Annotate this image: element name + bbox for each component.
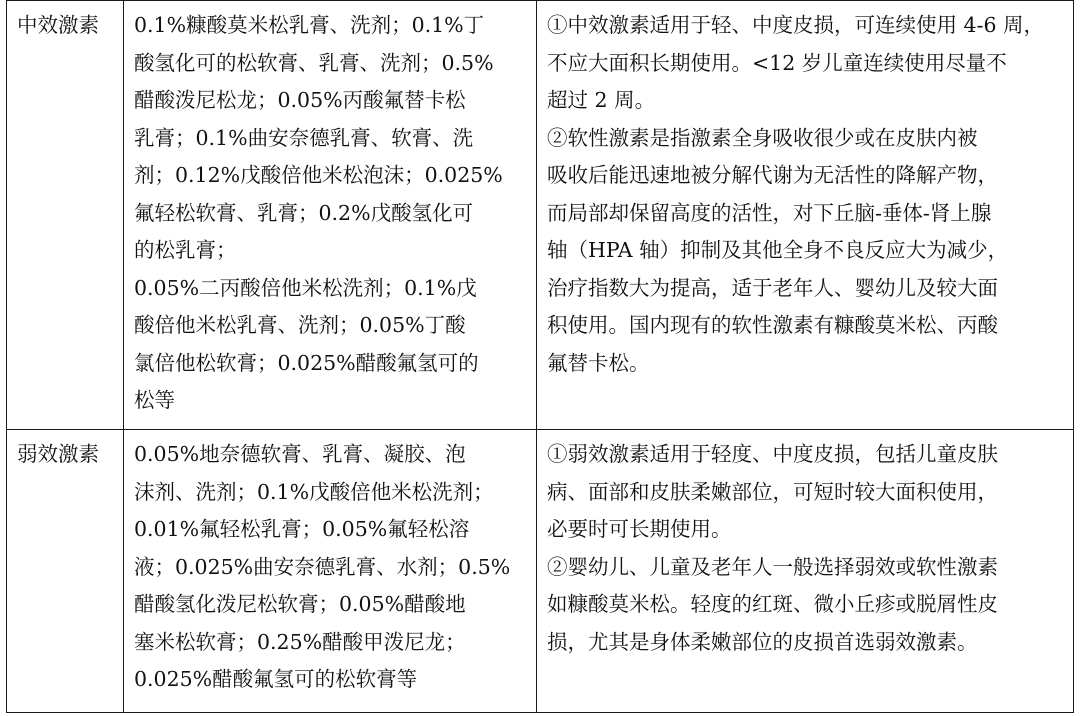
grade-cell [7, 430, 124, 713]
note-line: ②婴幼儿、儿童及老年人一般选择弱效或软性激素 [547, 554, 998, 579]
note-line: ②软性激素是指激素全身吸收很少或在皮肤内被 [547, 125, 978, 150]
note-line: 病、面部和皮肤柔嫩部位，可短时较大面积使用， [547, 479, 998, 504]
drug-line: 0.01%氟轻松乳膏；0.05%氟轻松溶 [134, 517, 470, 541]
steroid-table [6, 0, 1074, 713]
notes-cell [537, 430, 1074, 713]
note-line: 超过 2 周。 [547, 88, 656, 112]
drug-line: 液；0.025%曲安奈德乳膏、水剂；0.5% [134, 554, 511, 579]
drug-line: 酸倍他米松乳膏、洗剂；0.05%丁酸 [134, 313, 466, 337]
drug-line: 塞米松软膏；0.25%醋酸甲泼尼龙； [134, 629, 466, 654]
drug-line: 氯倍他松软膏；0.025%醋酸氟氢可的 [134, 350, 479, 375]
note-line: 而局部却保留高度的活性，对下丘脑-垂体-肾上腺 [547, 200, 992, 225]
drug-line: 沫剂、洗剂；0.1%戊酸倍他米松洗剂； [134, 479, 494, 504]
drug-line: 剂；0.12%戊酸倍他米松泡沫；0.025% [134, 163, 503, 187]
drug-line: 乳膏；0.1%曲安奈德乳膏、软膏、洗 [134, 125, 474, 150]
note-line: 治疗指数大为提高，适于老年人、婴幼儿及较大面 [547, 275, 998, 300]
drug-line: 松等 [134, 388, 175, 412]
drugs-cell [124, 1, 537, 430]
drug-line: 0.1%糠酸莫米松乳膏、洗剂；0.1%丁 [134, 13, 485, 37]
drug-line: 酸氢化可的松软膏、乳膏、洗剂；0.5% [134, 50, 494, 75]
note-line: 积使用。国内现有的软性激素有糠酸莫米松、丙酸 [547, 313, 998, 337]
notes-cell [537, 1, 1074, 430]
drugs-cell [124, 430, 537, 713]
note-line: ①弱效激素适用于轻度、中度皮损，包括儿童皮肤 [547, 442, 998, 466]
note-line: 不应大面积长期使用。<12 岁儿童连续使用尽量不 [547, 50, 1007, 75]
drug-line: 醋酸泼尼松龙；0.05%丙酸氟替卡松 [134, 88, 466, 112]
note-line: 轴（HPA 轴）抑制及其他全身不良反应大为减少， [547, 238, 1009, 262]
table-row [7, 1, 1074, 430]
table-row [7, 430, 1074, 713]
drug-line: 醋酸氢化泼尼松软膏；0.05%醋酸地 [134, 592, 466, 616]
drug-line: 的松乳膏； [134, 238, 237, 262]
note-line: ①中效激素适用于轻、中度皮损，可连续使用 4-6 周， [547, 13, 1045, 37]
drug-line: 0.05%二丙酸倍他米松洗剂；0.1%戊 [134, 275, 477, 300]
grade-label: 中效激素 [17, 13, 99, 37]
drug-line: 0.025%醋酸氟氢可的松软膏等 [134, 667, 418, 691]
grade-cell [7, 1, 124, 430]
note-line: 必要时可长期使用。 [547, 517, 732, 541]
note-line: 吸收后能迅速地被分解代谢为无活性的降解产物， [547, 163, 998, 187]
note-line: 如糠酸莫米松。轻度的红斑、微小丘疹或脱屑性皮 [547, 592, 998, 616]
note-line: 氟替卡松。 [547, 350, 650, 375]
grade-label: 弱效激素 [17, 442, 99, 466]
drug-line: 0.05%地奈德软膏、乳膏、凝胶、泡 [134, 442, 466, 466]
drug-line: 氟轻松软膏、乳膏；0.2%戊酸氢化可 [134, 200, 474, 225]
note-line: 损，尤其是身体柔嫩部位的皮损首选弱效激素。 [547, 629, 978, 654]
